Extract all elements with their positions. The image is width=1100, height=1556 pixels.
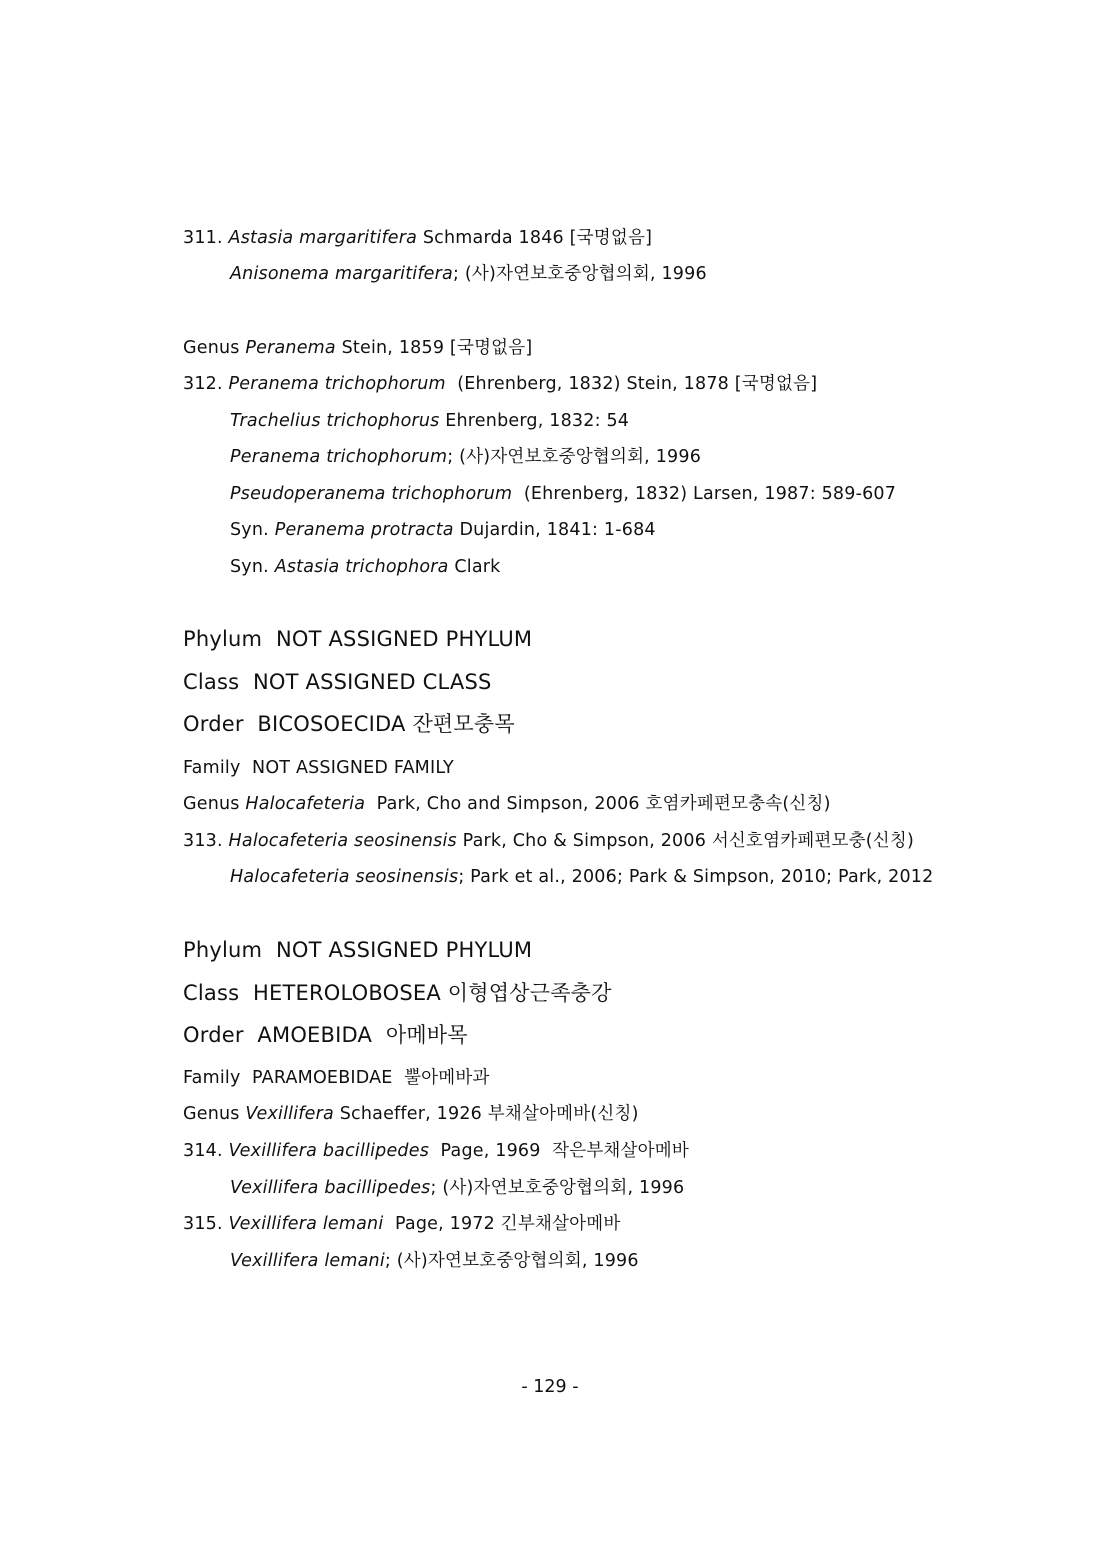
line-text: Phylum NOT ASSIGNED PHYLUM: [183, 938, 533, 962]
scientific-name: Anisonema margaritifera: [230, 264, 453, 284]
synonym-line: [230, 1177, 684, 1199]
line-text: ; (사)자연보호중앙협의회, 1996: [452, 264, 707, 284]
taxon-line: [183, 373, 817, 395]
synonym-line: [230, 1250, 639, 1272]
taxon-line: [183, 830, 914, 852]
line-text: 315.: [183, 1214, 229, 1234]
page-number: - 129 -: [521, 1377, 579, 1397]
line-text: Order BICOSOECIDA 잔편모충목: [183, 712, 515, 736]
taxon-line: [183, 337, 532, 359]
line-text: ; (사)자연보호중앙협의회, 1996: [430, 1178, 685, 1198]
synonym-line: [230, 263, 707, 285]
line-text: Dujardin, 1841: 1-684: [453, 520, 656, 540]
line-text: ; (사)자연보호중앙협의회, 1996: [384, 1251, 639, 1271]
line-text: Family PARAMOEBIDAE 뿔아메바과: [183, 1068, 490, 1088]
line-text: Genus: [183, 338, 246, 358]
line-text: Schaeffer, 1926 부채살아메바(신칭): [333, 1104, 639, 1124]
taxon-heading: [183, 669, 492, 695]
taxon-heading: [183, 626, 532, 652]
taxon-line: [183, 1140, 689, 1162]
line-text: Ehrenberg, 1832: 54: [439, 411, 630, 431]
line-text: 312.: [183, 374, 229, 394]
scientific-name: Trachelius trichophorus: [230, 411, 440, 431]
scientific-name: Halocafeteria: [245, 794, 366, 814]
line-text: Page, 1969 작은부채살아메바: [429, 1141, 689, 1161]
line-text: Class NOT ASSIGNED CLASS: [183, 670, 492, 694]
taxon-line: [183, 793, 831, 815]
synonym-line: [230, 519, 656, 541]
line-text: ; Park et al., 2006; Park & Simpson, 2010; Park, 2012: [458, 867, 934, 887]
scientific-name: Peranema: [245, 338, 336, 358]
taxon-line: [183, 757, 454, 779]
scientific-name: Vexillifera: [245, 1104, 334, 1124]
scientific-name: Vexillifera lemani: [230, 1251, 385, 1271]
line-text: Page, 1972 긴부채살아메바: [383, 1214, 621, 1234]
line-text: Stein, 1859 [국명없음]: [335, 338, 533, 358]
line-text: Class HETEROLOBOSEA 이형엽상근족충강: [183, 981, 612, 1005]
scientific-name: Peranema trichophorum: [228, 374, 446, 394]
taxon-line: [183, 227, 652, 249]
taxon-heading: [183, 1022, 468, 1048]
line-text: ; (사)자연보호중앙협의회, 1996: [447, 447, 702, 467]
taxon-heading: [183, 937, 532, 963]
line-text: Family NOT ASSIGNED FAMILY: [183, 758, 454, 778]
scientific-name: Peranema trichophorum: [230, 447, 448, 467]
scientific-name: Pseudoperanema trichophorum: [230, 484, 513, 504]
line-text: Schmarda 1846 [국명없음]: [417, 228, 653, 248]
line-text: Park, Cho and Simpson, 2006 호염카페편모충속(신칭): [365, 794, 831, 814]
synonym-line: [230, 446, 701, 468]
line-text: Phylum NOT ASSIGNED PHYLUM: [183, 627, 533, 651]
line-text: 311.: [183, 228, 229, 248]
scientific-name: Astasia margaritifera: [228, 228, 418, 248]
line-text: Syn.: [230, 557, 275, 577]
line-text: Genus: [183, 1104, 246, 1124]
scientific-name: Vexillifera bacillipedes: [230, 1178, 431, 1198]
taxon-line: [183, 1103, 639, 1125]
line-text: Park, Cho & Simpson, 2006 서신호염카페편모충(신칭): [456, 831, 915, 851]
taxon-heading: [183, 711, 515, 737]
scientific-name: Vexillifera lemani: [228, 1214, 384, 1234]
line-text: Clark: [448, 557, 501, 577]
taxon-line: [183, 1067, 490, 1089]
scientific-name: Vexillifera bacillipedes: [228, 1141, 430, 1161]
taxon-heading: [183, 980, 612, 1006]
synonym-line: [230, 556, 501, 578]
scientific-name: Halocafeteria seosinensis: [230, 867, 459, 887]
synonym-line: [230, 410, 629, 432]
line-text: Genus: [183, 794, 246, 814]
scientific-name: Astasia trichophora: [274, 557, 449, 577]
scientific-name: Halocafeteria seosinensis: [228, 831, 457, 851]
line-text: (Ehrenberg, 1832) Stein, 1878 [국명없음]: [445, 374, 818, 394]
line-text: 314.: [183, 1141, 229, 1161]
synonym-line: [230, 866, 933, 888]
taxon-line: [183, 1213, 620, 1235]
line-text: 313.: [183, 831, 229, 851]
line-text: (Ehrenberg, 1832) Larsen, 1987: 589-607: [512, 484, 897, 504]
synonym-line: [230, 483, 896, 505]
scientific-name: Peranema protracta: [274, 520, 454, 540]
line-text: Order AMOEBIDA 아메바목: [183, 1023, 468, 1047]
line-text: Syn.: [230, 520, 275, 540]
